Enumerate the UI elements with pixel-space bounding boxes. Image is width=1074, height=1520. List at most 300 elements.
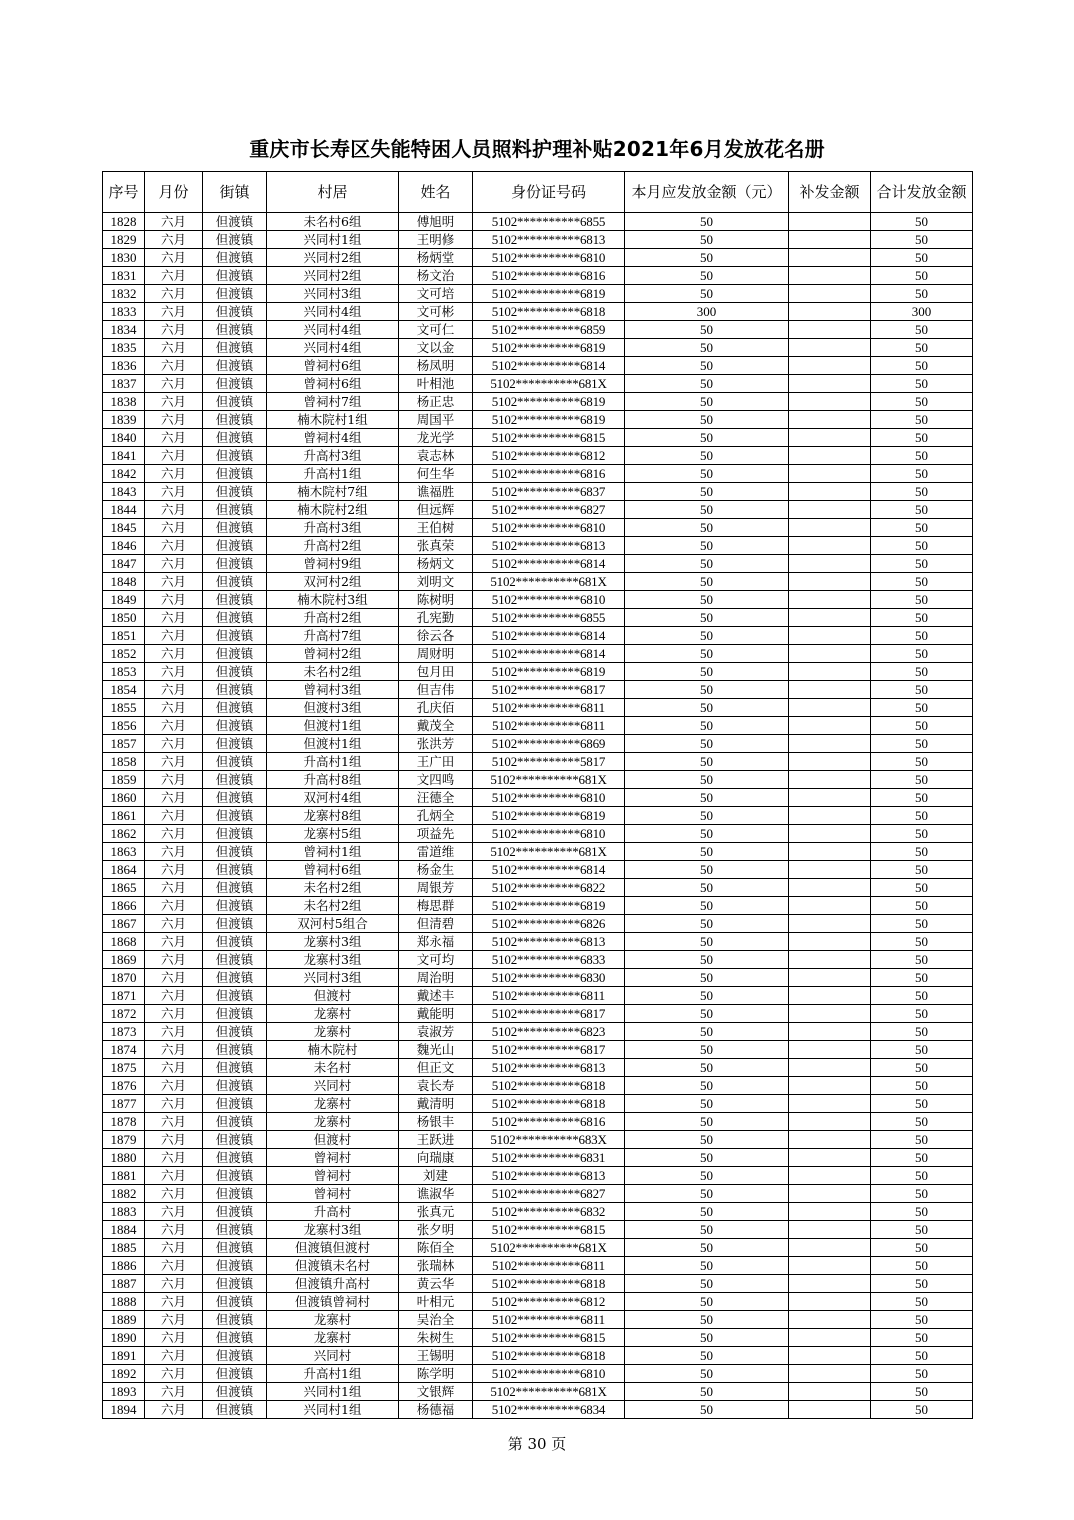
cell-month: 六月 [145, 1041, 203, 1059]
cell-amount: 50 [625, 951, 789, 969]
cell-amount: 50 [625, 987, 789, 1005]
cell-total: 50 [871, 699, 973, 717]
cell-name: 杨金生 [399, 861, 473, 879]
cell-no: 1892 [103, 1365, 145, 1383]
cell-name: 孔炳全 [399, 807, 473, 825]
cell-no: 1880 [103, 1149, 145, 1167]
cell-name: 陈树明 [399, 591, 473, 609]
cell-town: 但渡镇 [203, 771, 267, 789]
cell-total: 50 [871, 1257, 973, 1275]
cell-supplement [789, 861, 871, 879]
cell-total: 50 [871, 771, 973, 789]
cell-month: 六月 [145, 1383, 203, 1401]
cell-month: 六月 [145, 789, 203, 807]
cell-no: 1875 [103, 1059, 145, 1077]
cell-supplement [789, 663, 871, 681]
cell-total: 50 [871, 843, 973, 861]
cell-no: 1876 [103, 1077, 145, 1095]
cell-month: 六月 [145, 753, 203, 771]
cell-total: 50 [871, 807, 973, 825]
cell-total: 50 [871, 789, 973, 807]
cell-total: 50 [871, 879, 973, 897]
cell-id: 5102**********6818 [473, 1077, 625, 1095]
cell-no: 1857 [103, 735, 145, 753]
cell-town: 但渡镇 [203, 285, 267, 303]
cell-town: 但渡镇 [203, 1383, 267, 1401]
cell-no: 1837 [103, 375, 145, 393]
cell-name: 吴治全 [399, 1311, 473, 1329]
cell-total: 50 [871, 357, 973, 375]
table-row [103, 573, 973, 591]
cell-name: 文以金 [399, 339, 473, 357]
cell-town: 但渡镇 [203, 339, 267, 357]
table-row [103, 987, 973, 1005]
cell-month: 六月 [145, 213, 203, 231]
cell-id: 5102**********6819 [473, 807, 625, 825]
cell-town: 但渡镇 [203, 1167, 267, 1185]
cell-town: 但渡镇 [203, 735, 267, 753]
cell-supplement [789, 231, 871, 249]
cell-village: 但渡村 [267, 987, 399, 1005]
cell-id: 5102**********6818 [473, 1347, 625, 1365]
cell-month: 六月 [145, 879, 203, 897]
cell-no: 1881 [103, 1167, 145, 1185]
cell-supplement [789, 375, 871, 393]
cell-month: 六月 [145, 609, 203, 627]
cell-month: 六月 [145, 411, 203, 429]
cell-id: 5102**********6855 [473, 609, 625, 627]
cell-id: 5102**********681X [473, 375, 625, 393]
cell-amount: 50 [625, 465, 789, 483]
cell-town: 但渡镇 [203, 1095, 267, 1113]
cell-total: 50 [871, 1059, 973, 1077]
cell-total: 50 [871, 591, 973, 609]
cell-supplement [789, 681, 871, 699]
cell-id: 5102**********6813 [473, 231, 625, 249]
cell-total: 50 [871, 267, 973, 285]
cell-month: 六月 [145, 897, 203, 915]
cell-name: 雷道维 [399, 843, 473, 861]
cell-total: 50 [871, 447, 973, 465]
cell-total: 50 [871, 519, 973, 537]
cell-amount: 50 [625, 285, 789, 303]
cell-no: 1843 [103, 483, 145, 501]
cell-no: 1848 [103, 573, 145, 591]
cell-no: 1884 [103, 1221, 145, 1239]
cell-id: 5102**********681X [473, 1383, 625, 1401]
cell-amount: 50 [625, 753, 789, 771]
cell-village: 升高村1组 [267, 1365, 399, 1383]
cell-amount: 50 [625, 537, 789, 555]
cell-town: 但渡镇 [203, 555, 267, 573]
cell-village: 但渡村3组 [267, 699, 399, 717]
cell-total: 50 [871, 735, 973, 753]
cell-id: 5102**********6815 [473, 1221, 625, 1239]
cell-total: 50 [871, 969, 973, 987]
cell-supplement [789, 447, 871, 465]
cell-total: 50 [871, 339, 973, 357]
cell-amount: 50 [625, 1239, 789, 1257]
cell-id: 5102**********6811 [473, 1311, 625, 1329]
cell-total: 50 [871, 1275, 973, 1293]
cell-name: 项益先 [399, 825, 473, 843]
cell-supplement [789, 519, 871, 537]
cell-supplement [789, 303, 871, 321]
cell-village: 曾祠村7组 [267, 393, 399, 411]
cell-supplement [789, 897, 871, 915]
cell-village: 升高村2组 [267, 537, 399, 555]
cell-name: 文四鸣 [399, 771, 473, 789]
cell-supplement [789, 1005, 871, 1023]
table-row [103, 699, 973, 717]
cell-supplement [789, 645, 871, 663]
cell-name: 文银辉 [399, 1383, 473, 1401]
cell-amount: 50 [625, 411, 789, 429]
cell-town: 但渡镇 [203, 1041, 267, 1059]
cell-id: 5102**********6815 [473, 429, 625, 447]
cell-name: 戴清明 [399, 1095, 473, 1113]
cell-town: 但渡镇 [203, 483, 267, 501]
cell-village: 升高村7组 [267, 627, 399, 645]
cell-id: 5102**********6813 [473, 933, 625, 951]
cell-no: 1864 [103, 861, 145, 879]
cell-month: 六月 [145, 1185, 203, 1203]
cell-town: 但渡镇 [203, 1347, 267, 1365]
cell-supplement [789, 699, 871, 717]
cell-no: 1869 [103, 951, 145, 969]
cell-name: 张夕明 [399, 1221, 473, 1239]
table-row [103, 1149, 973, 1167]
cell-month: 六月 [145, 591, 203, 609]
cell-amount: 50 [625, 393, 789, 411]
cell-name: 周国平 [399, 411, 473, 429]
cell-name: 朱树生 [399, 1329, 473, 1347]
cell-total: 50 [871, 285, 973, 303]
cell-id: 5102**********6832 [473, 1203, 625, 1221]
cell-name: 王伯树 [399, 519, 473, 537]
cell-id: 5102**********6814 [473, 627, 625, 645]
cell-town: 但渡镇 [203, 1131, 267, 1149]
cell-total: 50 [871, 663, 973, 681]
cell-no: 1860 [103, 789, 145, 807]
cell-supplement [789, 609, 871, 627]
cell-name: 张真元 [399, 1203, 473, 1221]
cell-id: 5102**********6818 [473, 303, 625, 321]
cell-town: 但渡镇 [203, 789, 267, 807]
cell-town: 但渡镇 [203, 609, 267, 627]
cell-amount: 50 [625, 1005, 789, 1023]
table-row [103, 1275, 973, 1293]
cell-supplement [789, 1329, 871, 1347]
cell-amount: 50 [625, 1203, 789, 1221]
cell-id: 5102**********6816 [473, 465, 625, 483]
cell-id: 5102**********681X [473, 843, 625, 861]
cell-month: 六月 [145, 1257, 203, 1275]
cell-no: 1868 [103, 933, 145, 951]
cell-amount: 50 [625, 1347, 789, 1365]
table-row [103, 915, 973, 933]
cell-month: 六月 [145, 861, 203, 879]
cell-no: 1872 [103, 1005, 145, 1023]
cell-town: 但渡镇 [203, 1113, 267, 1131]
cell-month: 六月 [145, 1023, 203, 1041]
cell-supplement [789, 807, 871, 825]
cell-no: 1886 [103, 1257, 145, 1275]
cell-town: 但渡镇 [203, 537, 267, 555]
cell-name: 文可彬 [399, 303, 473, 321]
cell-id: 5102**********6810 [473, 789, 625, 807]
header-name: 姓名 [399, 172, 473, 213]
cell-id: 5102**********6812 [473, 1293, 625, 1311]
cell-month: 六月 [145, 1365, 203, 1383]
cell-village: 曾祠村3组 [267, 681, 399, 699]
table-row [103, 537, 973, 555]
cell-month: 六月 [145, 627, 203, 645]
cell-total: 50 [871, 645, 973, 663]
cell-amount: 50 [625, 627, 789, 645]
table-row [103, 465, 973, 483]
cell-town: 但渡镇 [203, 1059, 267, 1077]
cell-village: 未名村2组 [267, 879, 399, 897]
cell-month: 六月 [145, 483, 203, 501]
cell-village: 升高村3组 [267, 519, 399, 537]
cell-id: 5102**********6831 [473, 1149, 625, 1167]
cell-no: 1849 [103, 591, 145, 609]
table-row [103, 609, 973, 627]
cell-month: 六月 [145, 951, 203, 969]
cell-town: 但渡镇 [203, 267, 267, 285]
cell-total: 50 [871, 249, 973, 267]
cell-supplement [789, 501, 871, 519]
cell-total: 50 [871, 915, 973, 933]
cell-no: 1834 [103, 321, 145, 339]
cell-supplement [789, 285, 871, 303]
cell-amount: 50 [625, 807, 789, 825]
cell-month: 六月 [145, 231, 203, 249]
cell-id: 5102**********6817 [473, 1005, 625, 1023]
table-row [103, 897, 973, 915]
table-row [103, 807, 973, 825]
cell-id: 5102**********6819 [473, 411, 625, 429]
table-row [103, 429, 973, 447]
cell-no: 1845 [103, 519, 145, 537]
header-town: 街镇 [203, 172, 267, 213]
cell-month: 六月 [145, 1059, 203, 1077]
cell-supplement [789, 321, 871, 339]
cell-id: 5102**********6816 [473, 1113, 625, 1131]
cell-total: 50 [871, 1077, 973, 1095]
cell-id: 5102**********6815 [473, 1329, 625, 1347]
cell-town: 但渡镇 [203, 663, 267, 681]
table-row [103, 285, 973, 303]
table-row [103, 1203, 973, 1221]
cell-id: 5102**********6823 [473, 1023, 625, 1041]
table-row [103, 843, 973, 861]
cell-village: 龙寨村 [267, 1311, 399, 1329]
cell-no: 1846 [103, 537, 145, 555]
table-row [103, 1113, 973, 1131]
cell-town: 但渡镇 [203, 573, 267, 591]
cell-town: 但渡镇 [203, 411, 267, 429]
cell-name: 傅旭明 [399, 213, 473, 231]
cell-town: 但渡镇 [203, 1293, 267, 1311]
cell-village: 龙寨村8组 [267, 807, 399, 825]
cell-total: 50 [871, 1293, 973, 1311]
table-row [103, 627, 973, 645]
table-row [103, 717, 973, 735]
cell-name: 杨炳文 [399, 555, 473, 573]
cell-total: 50 [871, 825, 973, 843]
cell-month: 六月 [145, 519, 203, 537]
table-row [103, 1095, 973, 1113]
cell-total: 50 [871, 573, 973, 591]
cell-no: 1854 [103, 681, 145, 699]
cell-total: 300 [871, 303, 973, 321]
cell-month: 六月 [145, 1131, 203, 1149]
cell-name: 陈佰全 [399, 1239, 473, 1257]
cell-no: 1856 [103, 717, 145, 735]
cell-amount: 50 [625, 699, 789, 717]
cell-supplement [789, 1059, 871, 1077]
cell-month: 六月 [145, 843, 203, 861]
cell-supplement [789, 267, 871, 285]
cell-town: 但渡镇 [203, 1203, 267, 1221]
cell-village: 兴同村1组 [267, 1383, 399, 1401]
cell-no: 1870 [103, 969, 145, 987]
cell-month: 六月 [145, 1167, 203, 1185]
cell-amount: 50 [625, 1149, 789, 1167]
cell-village: 升高村1组 [267, 753, 399, 771]
cell-village: 龙寨村3组 [267, 1221, 399, 1239]
cell-supplement [789, 1221, 871, 1239]
cell-amount: 50 [625, 1023, 789, 1041]
cell-village: 曾祠村1组 [267, 843, 399, 861]
cell-name: 龙光学 [399, 429, 473, 447]
table-row [103, 663, 973, 681]
cell-id: 5102**********6830 [473, 969, 625, 987]
cell-total: 50 [871, 321, 973, 339]
cell-village: 兴同村4组 [267, 321, 399, 339]
table-row [103, 393, 973, 411]
cell-supplement [789, 429, 871, 447]
cell-name: 袁志林 [399, 447, 473, 465]
cell-amount: 50 [625, 1095, 789, 1113]
cell-village: 但渡村1组 [267, 735, 399, 753]
cell-amount: 50 [625, 501, 789, 519]
table-row [103, 213, 973, 231]
cell-name: 张瑞林 [399, 1257, 473, 1275]
cell-amount: 50 [625, 591, 789, 609]
cell-no: 1863 [103, 843, 145, 861]
cell-amount: 50 [625, 429, 789, 447]
cell-supplement [789, 249, 871, 267]
cell-name: 叶相元 [399, 1293, 473, 1311]
cell-no: 1858 [103, 753, 145, 771]
cell-id: 5102**********6834 [473, 1401, 625, 1419]
cell-name: 杨德福 [399, 1401, 473, 1419]
cell-amount: 50 [625, 249, 789, 267]
cell-month: 六月 [145, 447, 203, 465]
cell-amount: 50 [625, 519, 789, 537]
cell-town: 但渡镇 [203, 1365, 267, 1383]
cell-no: 1866 [103, 897, 145, 915]
cell-month: 六月 [145, 321, 203, 339]
cell-id: 5102**********6813 [473, 1167, 625, 1185]
cell-village: 曾祠村 [267, 1185, 399, 1203]
cell-amount: 50 [625, 1113, 789, 1131]
cell-id: 5102**********6822 [473, 879, 625, 897]
cell-total: 50 [871, 537, 973, 555]
cell-id: 5102**********6818 [473, 1095, 625, 1113]
cell-name: 包月田 [399, 663, 473, 681]
cell-no: 1883 [103, 1203, 145, 1221]
cell-total: 50 [871, 555, 973, 573]
cell-town: 但渡镇 [203, 429, 267, 447]
cell-village: 曾祠村 [267, 1149, 399, 1167]
cell-name: 叶相池 [399, 375, 473, 393]
table-row [103, 1365, 973, 1383]
table-row [103, 231, 973, 249]
cell-supplement [789, 1239, 871, 1257]
cell-town: 但渡镇 [203, 807, 267, 825]
cell-total: 50 [871, 1329, 973, 1347]
cell-village: 龙寨村 [267, 1329, 399, 1347]
cell-name: 周财明 [399, 645, 473, 663]
cell-amount: 50 [625, 1401, 789, 1419]
cell-supplement [789, 1401, 871, 1419]
cell-supplement [789, 735, 871, 753]
cell-month: 六月 [145, 735, 203, 753]
cell-name: 周银芳 [399, 879, 473, 897]
cell-supplement [789, 879, 871, 897]
cell-amount: 50 [625, 915, 789, 933]
cell-town: 但渡镇 [203, 501, 267, 519]
cell-amount: 50 [625, 357, 789, 375]
cell-supplement [789, 1149, 871, 1167]
cell-village: 龙寨村 [267, 1113, 399, 1131]
cell-supplement [789, 987, 871, 1005]
cell-month: 六月 [145, 933, 203, 951]
cell-id: 5102**********6814 [473, 861, 625, 879]
cell-town: 但渡镇 [203, 1311, 267, 1329]
cell-amount: 50 [625, 213, 789, 231]
cell-id: 5102**********6812 [473, 447, 625, 465]
cell-name: 王广田 [399, 753, 473, 771]
cell-id: 5102**********6827 [473, 1185, 625, 1203]
cell-amount: 50 [625, 1365, 789, 1383]
cell-total: 50 [871, 717, 973, 735]
cell-supplement [789, 627, 871, 645]
cell-name: 刘明文 [399, 573, 473, 591]
cell-amount: 50 [625, 897, 789, 915]
cell-name: 谯淑华 [399, 1185, 473, 1203]
table-row [103, 1239, 973, 1257]
table-row [103, 1221, 973, 1239]
table-row [103, 753, 973, 771]
cell-name: 周治明 [399, 969, 473, 987]
cell-name: 何生华 [399, 465, 473, 483]
cell-id: 5102**********681X [473, 771, 625, 789]
cell-town: 但渡镇 [203, 915, 267, 933]
cell-no: 1867 [103, 915, 145, 933]
cell-total: 50 [871, 375, 973, 393]
cell-village: 龙寨村5组 [267, 825, 399, 843]
cell-village: 龙寨村 [267, 1095, 399, 1113]
header-village: 村居 [267, 172, 399, 213]
cell-village: 龙寨村3组 [267, 933, 399, 951]
roster-table [102, 171, 973, 1419]
cell-total: 50 [871, 1365, 973, 1383]
